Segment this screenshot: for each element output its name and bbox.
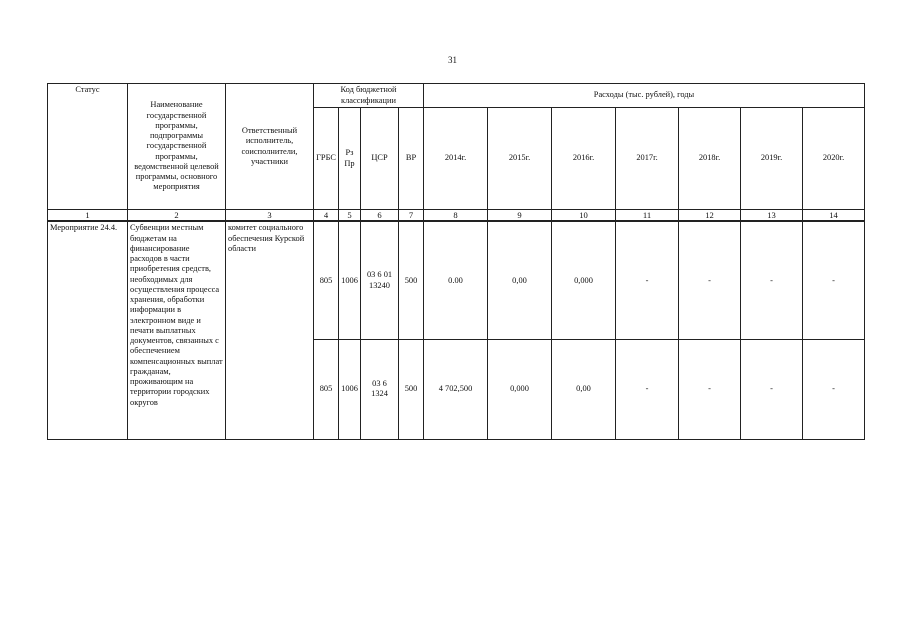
budget-table bbox=[47, 83, 865, 440]
column-number: 9 bbox=[488, 210, 552, 222]
column-number: 6 bbox=[361, 210, 399, 222]
table-row bbox=[48, 221, 865, 339]
header-row-1 bbox=[48, 84, 865, 108]
header-expenses: Расходы (тыс. рублей), годы bbox=[424, 84, 865, 108]
cell-csr: 03 6 01 13240 bbox=[361, 221, 399, 339]
row-responsible: комитет социального обеспечения Курской области bbox=[226, 221, 314, 439]
column-number: 2 bbox=[128, 210, 226, 222]
cell-vr: 500 bbox=[399, 221, 424, 339]
header-rzpr: Рз Пр bbox=[339, 108, 361, 210]
cell-2020: - bbox=[803, 339, 865, 439]
column-number: 14 bbox=[803, 210, 865, 222]
cell-2014: 4 702,500 bbox=[424, 339, 488, 439]
column-number: 3 bbox=[226, 210, 314, 222]
cell-rzpr: 1006 bbox=[339, 221, 361, 339]
header-year-2016: 2016г. bbox=[552, 108, 616, 210]
cell-2019: - bbox=[741, 221, 803, 339]
column-number: 10 bbox=[552, 210, 616, 222]
header-vr: ВР bbox=[399, 108, 424, 210]
column-number: 11 bbox=[616, 210, 679, 222]
header-status: Статус bbox=[48, 84, 128, 210]
column-number: 1 bbox=[48, 210, 128, 222]
header-csr: ЦСР bbox=[361, 108, 399, 210]
column-number-row bbox=[48, 210, 865, 222]
column-number: 8 bbox=[424, 210, 488, 222]
cell-2017: - bbox=[616, 221, 679, 339]
row-name: Субвенции местным бюджетам на финансирование расходов в части приобретения средств, необходимых для осуществления процесса хранения, обработки информации в электронном виде и печати выплатных документов, связанных с обеспечением компенсационных выплат гражданам, проживающим на территории городских округов bbox=[128, 221, 226, 439]
column-number: 4 bbox=[314, 210, 339, 222]
header-grbs: ГРБС bbox=[314, 108, 339, 210]
column-number: 7 bbox=[399, 210, 424, 222]
cell-2019: - bbox=[741, 339, 803, 439]
cell-grbs: 805 bbox=[314, 221, 339, 339]
header-year-2017: 2017г. bbox=[616, 108, 679, 210]
cell-vr: 500 bbox=[399, 339, 424, 439]
cell-2015: 0,00 bbox=[488, 221, 552, 339]
cell-2016: 0,000 bbox=[552, 221, 616, 339]
cell-2016: 0,00 bbox=[552, 339, 616, 439]
cell-2017: - bbox=[616, 339, 679, 439]
header-name: Наименование государственной программы, подпрограммы государственной программы, ведомственной целевой программы, основного мероприятия bbox=[128, 84, 226, 210]
header-responsible: Ответственный исполнитель, соисполнители, участники bbox=[226, 84, 314, 210]
cell-2018: - bbox=[679, 339, 741, 439]
header-budget-code: Код бюджетной классификации bbox=[314, 84, 424, 108]
column-number: 13 bbox=[741, 210, 803, 222]
header-year-2020: 2020г. bbox=[803, 108, 865, 210]
cell-grbs: 805 bbox=[314, 339, 339, 439]
budget-table-container bbox=[47, 83, 865, 440]
cell-rzpr: 1006 bbox=[339, 339, 361, 439]
header-year-2014: 2014г. bbox=[424, 108, 488, 210]
cell-2014: 0.00 bbox=[424, 221, 488, 339]
cell-2020: - bbox=[803, 221, 865, 339]
cell-2015: 0,000 bbox=[488, 339, 552, 439]
column-number: 12 bbox=[679, 210, 741, 222]
header-year-2018: 2018г. bbox=[679, 108, 741, 210]
header-year-2019: 2019г. bbox=[741, 108, 803, 210]
cell-2018: - bbox=[679, 221, 741, 339]
row-status: Мероприятие 24.4. bbox=[48, 221, 128, 439]
column-number: 5 bbox=[339, 210, 361, 222]
header-year-2015: 2015г. bbox=[488, 108, 552, 210]
cell-csr: 03 6 1324 bbox=[361, 339, 399, 439]
page-number: 31 bbox=[448, 55, 457, 65]
